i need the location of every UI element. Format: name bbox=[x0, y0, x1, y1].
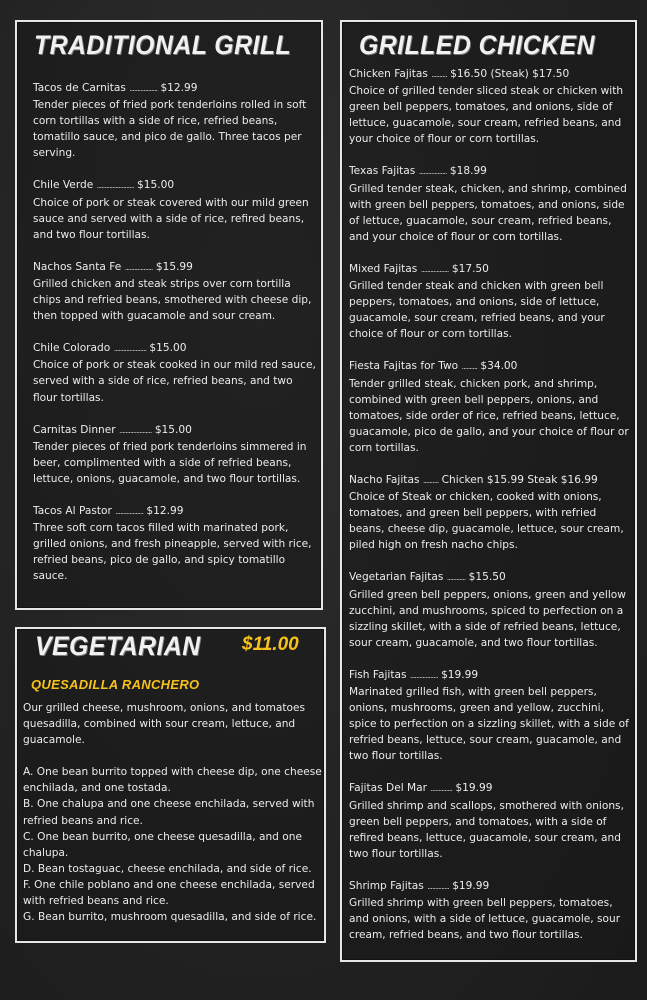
item-price: $18.99 bbox=[449, 165, 487, 178]
item-price: $15.99 bbox=[155, 260, 193, 273]
traditional-grill-list bbox=[33, 80, 318, 600]
item-price: $34.00 bbox=[480, 360, 518, 373]
item-description: Choice of grilled tender sliced steak or chicken with green bell peppers, tomatoes, and onions, side of lettuce, guacamole, sour cream, refried beans, and your choice of flour or corn tortillas. bbox=[349, 85, 624, 146]
item-price: $19.99 bbox=[452, 879, 490, 892]
menu-item bbox=[349, 163, 634, 244]
leader-dots: .................. bbox=[129, 84, 158, 93]
leader-dots: .......... bbox=[461, 362, 477, 372]
item-name: Mixed Fajitas bbox=[349, 262, 418, 275]
item-description: Choice of pork or steak covered with our mild green sauce and served with a side of rice, refired beans, and two flour tortillas. bbox=[33, 196, 309, 241]
item-name: Shrimp Fajitas bbox=[349, 879, 424, 892]
option-d: D. Bean tostaguac, cheese enchilada, and side of rice. bbox=[23, 862, 312, 875]
vegetarian-price: $11.00 bbox=[242, 634, 299, 655]
item-description: Three soft corn tacos filled with marinated pork, grilled onions, and fresh pineapple, served with rice, refried beans, pico de gallo, and spicy tomatillo sauce. bbox=[33, 522, 312, 583]
item-price: $12.99 bbox=[160, 82, 198, 94]
item-price: $12.99 bbox=[146, 504, 184, 517]
vegetarian-title: VEGETARIAN bbox=[35, 631, 201, 661]
item-price: $15.00 bbox=[137, 179, 175, 192]
menu-item bbox=[349, 878, 634, 943]
item-name: Chicken Fajitas bbox=[349, 68, 428, 80]
item-description: Tender pieces of fried pork tenderloins simmered in beer, complimented with a side of refried beans, lettuce, onions, guacamole, and two flour tortillas. bbox=[33, 440, 307, 485]
menu-item bbox=[33, 422, 318, 487]
item-price: $17.50 bbox=[451, 262, 489, 275]
item-name: Tacos de Carnitas bbox=[33, 82, 126, 94]
leader-dots: .......... bbox=[431, 70, 447, 79]
item-name: Chile Verde bbox=[33, 179, 94, 192]
item-price: $15.00 bbox=[149, 342, 187, 355]
leader-dots: ........................ bbox=[96, 181, 134, 191]
option-a: A. One bean burrito topped with cheese dip, one cheese enchilada, and one tostada. bbox=[23, 766, 322, 795]
item-name: Fish Fajitas bbox=[349, 668, 407, 681]
leader-dots: .............. bbox=[427, 881, 449, 891]
menu-item bbox=[349, 261, 634, 342]
item-name: Nachos Santa Fe bbox=[33, 260, 122, 273]
leader-dots: ..................... bbox=[113, 344, 147, 354]
item-name: Chile Colorado bbox=[33, 342, 111, 355]
menu-item bbox=[349, 667, 634, 765]
menu-item bbox=[349, 66, 634, 147]
item-name: Tacos Al Pastor bbox=[33, 504, 112, 517]
vegetarian-description: Our grilled cheese, mushroom, onions, and tomatoes quesadilla, combined with sour cream, lettuce, and guacamole. bbox=[23, 702, 306, 747]
menu-item bbox=[349, 358, 634, 456]
item-name: Fiesta Fajitas for Two bbox=[349, 360, 459, 373]
vegetarian-subtitle: QUESADILLA RANCHERO bbox=[31, 677, 200, 692]
leader-dots: .................. bbox=[409, 670, 438, 680]
menu-item bbox=[33, 340, 318, 405]
item-description: Grilled shrimp and scallops, smothered with onions, green bell peppers, and tomatoes, with a side of refired beans, lettuce, guacamole, sour cream, and two flour tortillas. bbox=[349, 799, 624, 860]
menu-item bbox=[33, 80, 318, 161]
item-description: Grilled tender steak and chicken with green bell peppers, tomatoes, and onions, side of lettuce, guacamole, sour cream, refried beans, and your choice of flour or corn tortillas. bbox=[349, 280, 605, 341]
option-f: F. One chile poblano and one cheese enchilada, served with refried beans and rice. bbox=[23, 878, 315, 908]
item-description: Grilled shrimp with green bell peppers, tomatoes, and onions, with a side of lettuce, guacamole, sour cream, refried beans, and two flour tortillas. bbox=[349, 897, 621, 942]
item-description: Grilled green bell peppers, onions, green and yellow zucchini, and mushrooms, spiced to perfection on a sizzling skillet, with a side of refried beans, lettuce, sour cream, guacamole, and two flour tortillas. bbox=[349, 588, 626, 649]
grilled-chicken-title: GRILLED CHICKEN bbox=[359, 30, 595, 60]
vegetarian-body bbox=[23, 700, 327, 925]
menu-item bbox=[349, 780, 634, 861]
item-description: Tender pieces of fried pork tenderloins rolled in soft corn tortillas with a side of rice, refried beans, tomatillo sauce, and pico de gallo. Three tacos per serving. bbox=[33, 99, 307, 160]
item-name: Nacho Fajitas bbox=[349, 473, 420, 486]
item-description: Choice of pork or steak cooked in our mild red sauce, served with a side of rice, refried beans, and two flour tortillas. bbox=[33, 359, 316, 404]
menu-item bbox=[349, 569, 634, 650]
item-description: Marinated grilled fish, with green bell peppers, onions, mushrooms, green and yellow, zucchini, spice to perfection on a sizzling skillet, with a side of refried beans, lettuce, sour cream, guacamole, and two flour tortillas. bbox=[349, 686, 629, 763]
item-price: $15.50 bbox=[468, 571, 506, 584]
option-c: C. One bean burrito, one cheese quesadilla, and one chalupa. bbox=[23, 830, 302, 859]
item-name: Carnitas Dinner bbox=[33, 423, 116, 436]
grilled-chicken-list bbox=[349, 66, 634, 959]
item-price: Chicken $15.99 Steak $16.99 bbox=[441, 473, 598, 486]
item-name: Vegetarian Fajitas bbox=[349, 571, 444, 584]
menu-item bbox=[349, 472, 634, 553]
menu-item bbox=[33, 259, 318, 324]
leader-dots: .................. bbox=[418, 167, 447, 177]
item-name: Fajitas Del Mar bbox=[349, 782, 428, 795]
menu-item bbox=[33, 177, 318, 242]
item-price: $19.99 bbox=[455, 782, 493, 795]
item-description: Choice of Steak or chicken, cooked with onions, tomatoes, and green bell peppers, with refried beans, cheese dip, guacamole, lettuce, sour cream, piled high on fresh nacho chips. bbox=[349, 491, 624, 552]
item-price: $19.99 bbox=[441, 668, 479, 681]
leader-dots: .......... bbox=[422, 475, 439, 485]
item-description: Grilled tender steak, chicken, and shrimp, combined with green bell peppers, tomatoes, and onions, side of lettuce, guacamole, sour cream, refried beans, and your choice of flour or corn tortillas. bbox=[349, 182, 627, 243]
leader-dots: .................. bbox=[420, 264, 449, 274]
item-price: $15.00 bbox=[154, 423, 192, 436]
menu-item bbox=[33, 503, 318, 584]
option-g: G. Bean burrito, mushroom quesadilla, and side of rice. bbox=[23, 911, 317, 924]
item-description: Grilled chicken and steak strips over corn tortilla chips and refried beans, smothered with cheese dip, then topped with guacamole and sour cream. bbox=[33, 277, 312, 323]
vegetarian-options bbox=[23, 764, 327, 925]
option-b: B. One chalupa and one cheese enchilada, served with refried beans and rice. bbox=[23, 798, 315, 827]
leader-dots: .................. bbox=[124, 262, 153, 272]
traditional-grill-title: TRADITIONAL GRILL bbox=[34, 30, 292, 60]
leader-dots: .............. bbox=[430, 784, 452, 794]
leader-dots: ..................... bbox=[119, 425, 152, 435]
leader-dots: .................. bbox=[115, 506, 144, 516]
item-name: Texas Fajitas bbox=[349, 165, 416, 178]
leader-dots: ............ bbox=[446, 573, 466, 583]
item-price: $16.50 (Steak) $17.50 bbox=[450, 68, 570, 80]
item-description: Tender grilled steak, chicken pork, and shrimp, combined with green bell peppers, onions, and tomatoes, side order of rice, refried beans, lettuce, guacamole, pico de gallo, and your choice of flour or corn tortillas. bbox=[349, 377, 629, 454]
